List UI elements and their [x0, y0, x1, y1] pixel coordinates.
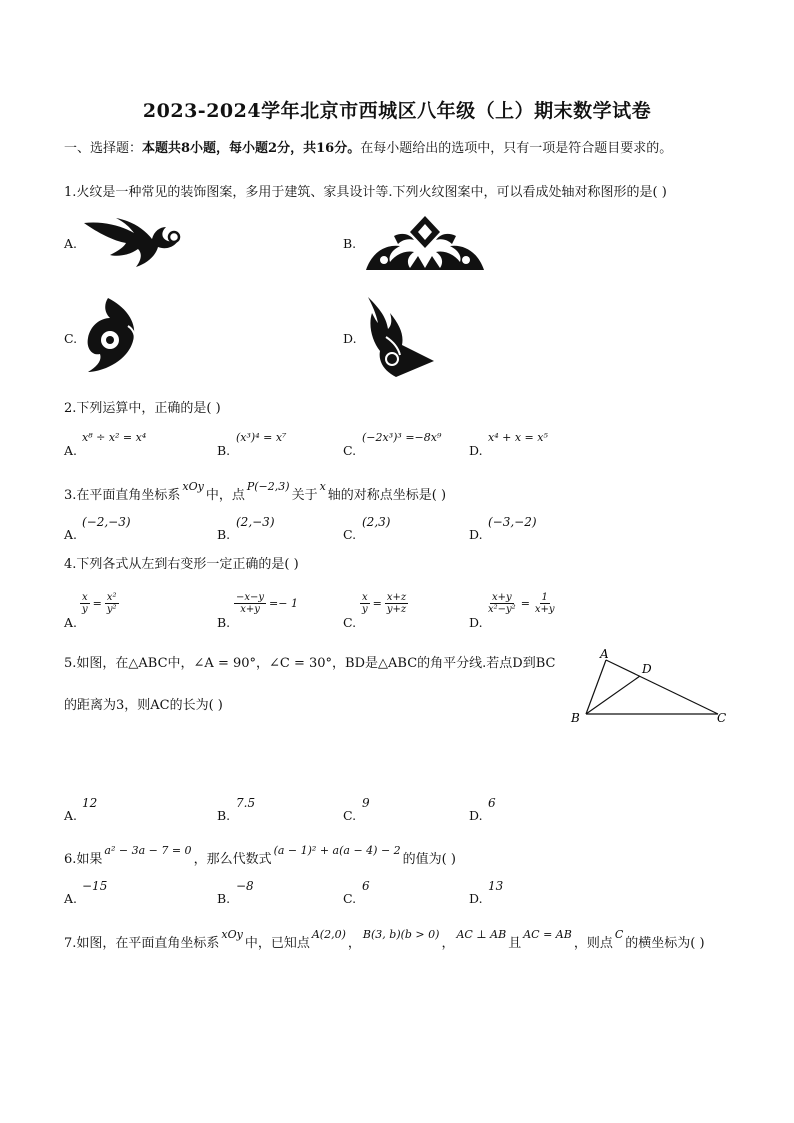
q3-option-a[interactable]: (−2,−3)	[82, 515, 131, 529]
q6-option-c[interactable]: 6	[362, 879, 370, 893]
q4-label-d: D.	[469, 615, 483, 630]
q3-label-c: C.	[343, 527, 357, 542]
q2-label-b: B.	[217, 443, 231, 458]
q2-label-c: C.	[343, 443, 357, 458]
q6-label-d: D.	[469, 891, 483, 906]
q3-option-c[interactable]: (2,3)	[362, 515, 391, 529]
q2-label-d: D.	[469, 443, 483, 458]
q3-option-b[interactable]: (2,−3)	[236, 515, 275, 529]
q5-option-b[interactable]: 7.5	[236, 796, 256, 810]
q5-label-a: A.	[64, 808, 78, 823]
q5-label-c: C.	[343, 808, 357, 823]
q3-label-d: D.	[469, 527, 483, 542]
section-header: 一、选择题：本题共8小题，每小题2分，共16分。在每小题给出的选项中，只有一项是符合题目要求的。	[64, 141, 673, 156]
q5-label-b: B.	[217, 808, 231, 823]
q5-label-d: D.	[469, 808, 483, 823]
triangle-abc-figure	[566, 646, 732, 728]
q2-option-c[interactable]: (−2x³)³ =−8x⁹	[362, 431, 442, 444]
question-1-text: 1.火纹是一种常见的装饰图案，多用于建筑、家具设计等.下列火纹图案中，可以看成处轴对称图形的是( )	[64, 185, 667, 200]
q4-option-c[interactable]: $\frac{x}{y}$ = $\frac{x+z}{y+z}$	[362, 592, 407, 615]
question-3-text: 3.在平面直角坐标系$^{xOy}$中，点$^{P(-2,3)}$关于$^x$轴的对称点坐标是( )	[64, 480, 447, 503]
q5-option-a[interactable]: 12	[82, 796, 98, 810]
q5-option-d[interactable]: 6	[488, 796, 496, 810]
q6-option-d[interactable]: 13	[488, 879, 504, 893]
q6-label-c: C.	[343, 891, 357, 906]
vertex-label-a: A	[600, 647, 609, 661]
q4-option-d[interactable]: $\frac{x+y}{\text{x²−y²}}$ = $\frac{1}{x+y}$	[488, 592, 555, 615]
fire-pattern-d-image	[362, 295, 436, 379]
vertex-label-d: D	[642, 662, 652, 676]
question-7-text: 7.如图，在平面直角坐标系$^{xOy}$中，已知点$^{A(2,0)}$，$^{B(3, b)(b > 0)}$，$^{AC \perp AB}$且$^{AC = AB}$，则点$^C$的横坐标为( )	[64, 928, 705, 951]
q2-option-a[interactable]: x⁸ ÷ x² = x⁴	[82, 431, 147, 444]
q1-label-d: D.	[343, 331, 357, 346]
q5-option-c[interactable]: 9	[362, 796, 370, 810]
q4-label-b: B.	[217, 615, 231, 630]
q1-label-b: B.	[343, 236, 357, 251]
fire-pattern-b-image	[364, 212, 486, 272]
q2-label-a: A.	[64, 443, 78, 458]
q2-option-d[interactable]: x⁴ + x = x⁵	[488, 431, 548, 444]
question-2-text: 2.下列运算中，正确的是( )	[64, 401, 221, 416]
q6-option-b[interactable]: −8	[236, 879, 254, 893]
q2-option-b[interactable]: (x³)⁴ = x⁷	[236, 431, 287, 444]
page-title: 2023-2024学年北京市西城区八年级（上）期末数学试卷	[142, 100, 652, 122]
question-5-line-1: 5.如图，在△ABC中，∠A = 90°，∠C = 30°，BD是△ABC的角平分线.若点D到BC	[64, 656, 556, 671]
q6-option-a[interactable]: −15	[82, 879, 108, 893]
q1-label-c: C.	[64, 331, 78, 346]
q1-label-a: A.	[64, 236, 78, 251]
q4-label-c: C.	[343, 615, 357, 630]
q3-option-d[interactable]: (−3,−2)	[488, 515, 537, 529]
q6-label-a: A.	[64, 891, 78, 906]
q3-label-b: B.	[217, 527, 231, 542]
vertex-label-c: C	[717, 711, 727, 725]
fire-pattern-c-image	[84, 296, 140, 374]
question-6-text: 6.如果$^{a^2 - 3a - 7 = 0}$，那么代数式$^{(a - 1)^2 + a(a - 4) - 2}$的值为( )	[64, 844, 456, 867]
q3-label-a: A.	[64, 527, 78, 542]
q4-label-a: A.	[64, 615, 78, 630]
q6-label-b: B.	[217, 891, 231, 906]
q4-option-b[interactable]: $\frac{-x-y}{x+y}$ =− 1	[236, 592, 298, 615]
q4-option-a[interactable]: $\frac{x}{y}$ = $\frac{\text{x²}}{\text{y²}}$	[82, 592, 117, 615]
question-5-line-2: 的距离为3，则AC的长为( )	[64, 698, 223, 713]
vertex-label-b: B	[571, 711, 580, 725]
question-4-text: 4.下列各式从左到右变形一定正确的是( )	[64, 557, 299, 572]
fire-pattern-a-image	[82, 215, 188, 271]
